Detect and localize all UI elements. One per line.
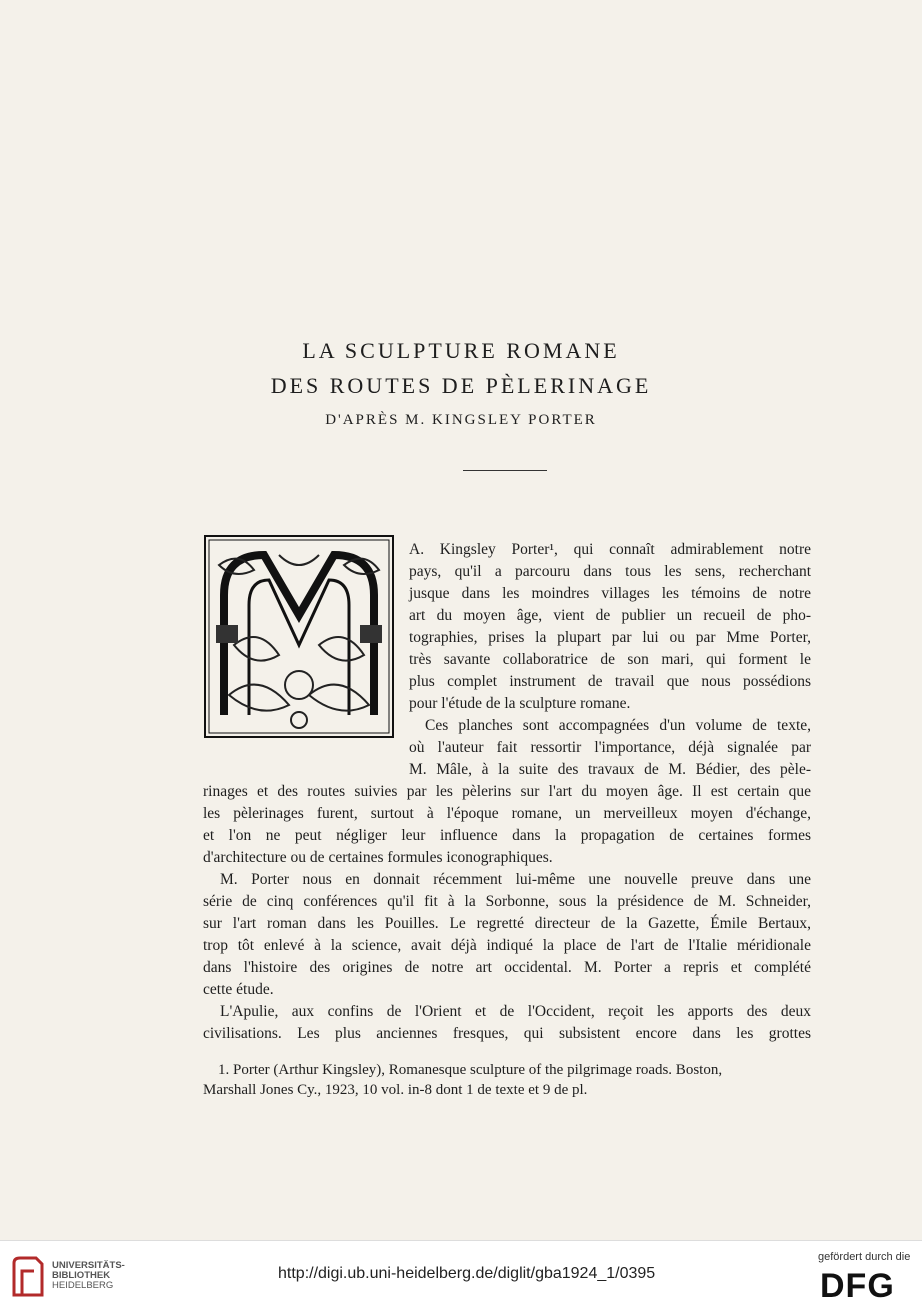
- text-line: Ces planches sont accompagnées d'un volume de texte,: [425, 717, 811, 734]
- text-line: art du moyen âge, vient de publier un recueil de pho-: [409, 607, 811, 624]
- decorated-initial-m-illustration: [204, 535, 394, 738]
- title-line-1: LA SCULPTURE ROMANE: [302, 338, 620, 363]
- text-line: cette étude.: [203, 981, 274, 998]
- text-line: jusque dans les moindres villages les témoins de notre: [409, 585, 811, 602]
- text-line: les pèlerinages furent, surtout à l'époque romane, un merveilleux moyen d'échange,: [203, 805, 811, 822]
- title-line-2: DES ROUTES DE PÈLERINAGE: [270, 373, 652, 398]
- text-line: M. Mâle, à la suite des travaux de M. Bédier, des pèle-: [409, 761, 811, 778]
- text-line: série de cinq conférences qu'il fit à la Sorbonne, sous la présidence de M. Schneider,: [203, 893, 811, 910]
- text-line: dans l'histoire des origines de notre art occidental. M. Porter a repris et complété: [203, 959, 811, 976]
- text-line: civilisations. Les plus anciennes fresques, qui subsistent encore dans les grottes: [203, 1025, 811, 1042]
- footnote-line-2: Marshall Jones Cy., 1923, 10 vol. in-8 dont 1 de texte et 9 de pl.: [203, 1082, 588, 1098]
- footnote-line-1: 1. Porter (Arthur Kingsley), Romanesque sculpture of the pilgrimage roads. Boston,: [218, 1062, 723, 1078]
- text-line: et l'on ne peut négliger leur influence dans la propagation de certaines formes: [203, 827, 811, 844]
- subtitle: D'APRÈS M. KINGSLEY PORTER: [325, 412, 597, 428]
- title-rule: [463, 470, 547, 471]
- text-line: trop tôt enlevé à la science, avait déjà indiqué la place de l'art de l'Italie méridionale: [203, 937, 811, 954]
- text-line: où l'auteur fait ressortir l'importance, déjà signalée par: [409, 739, 811, 756]
- library-name: UNIVERSITÄTS- BIBLIOTHEK HEIDELBERG: [52, 1260, 125, 1291]
- text-line: M. Porter nous en donnait récemment lui-même une nouvelle preuve dans une: [220, 871, 811, 888]
- library-logo-icon: [10, 1255, 46, 1299]
- dfg-logo: DFG: [820, 1267, 895, 1305]
- text-line: rinages et des routes suivies par les pèlerins sur l'art du moyen âge. Il est certain que: [203, 783, 811, 800]
- footer-bar: [0, 1240, 922, 1313]
- text-line: plus complet instrument de travail que nous possédions: [409, 673, 811, 690]
- text-line: très savante collaboratrice de son mari, qui forment le: [409, 651, 811, 668]
- text-line: sur l'art roman dans les Pouilles. Le regretté directeur de la Gazette, Émile Bertaux,: [203, 915, 811, 932]
- text-line: tographies, prises la plupart par lui ou par Mme Porter,: [409, 629, 811, 646]
- text-line: pays, qu'il a parcouru dans tous les sens, recherchant: [409, 563, 811, 580]
- text-line: pour l'étude de la sculpture romane.: [409, 695, 631, 712]
- funded-by-label: gefördert durch die: [818, 1251, 911, 1263]
- text-line: A. Kingsley Porter¹, qui connaît admirablement notre: [409, 541, 811, 558]
- text-line: L'Apulie, aux confins de l'Orient et de l'Occident, reçoit les apports des deux: [220, 1003, 811, 1020]
- text-line: d'architecture ou de certaines formules iconographiques.: [203, 849, 553, 866]
- source-url-link[interactable]: http://digi.ub.uni-heidelberg.de/diglit/gba1924_1/0395: [278, 1265, 656, 1282]
